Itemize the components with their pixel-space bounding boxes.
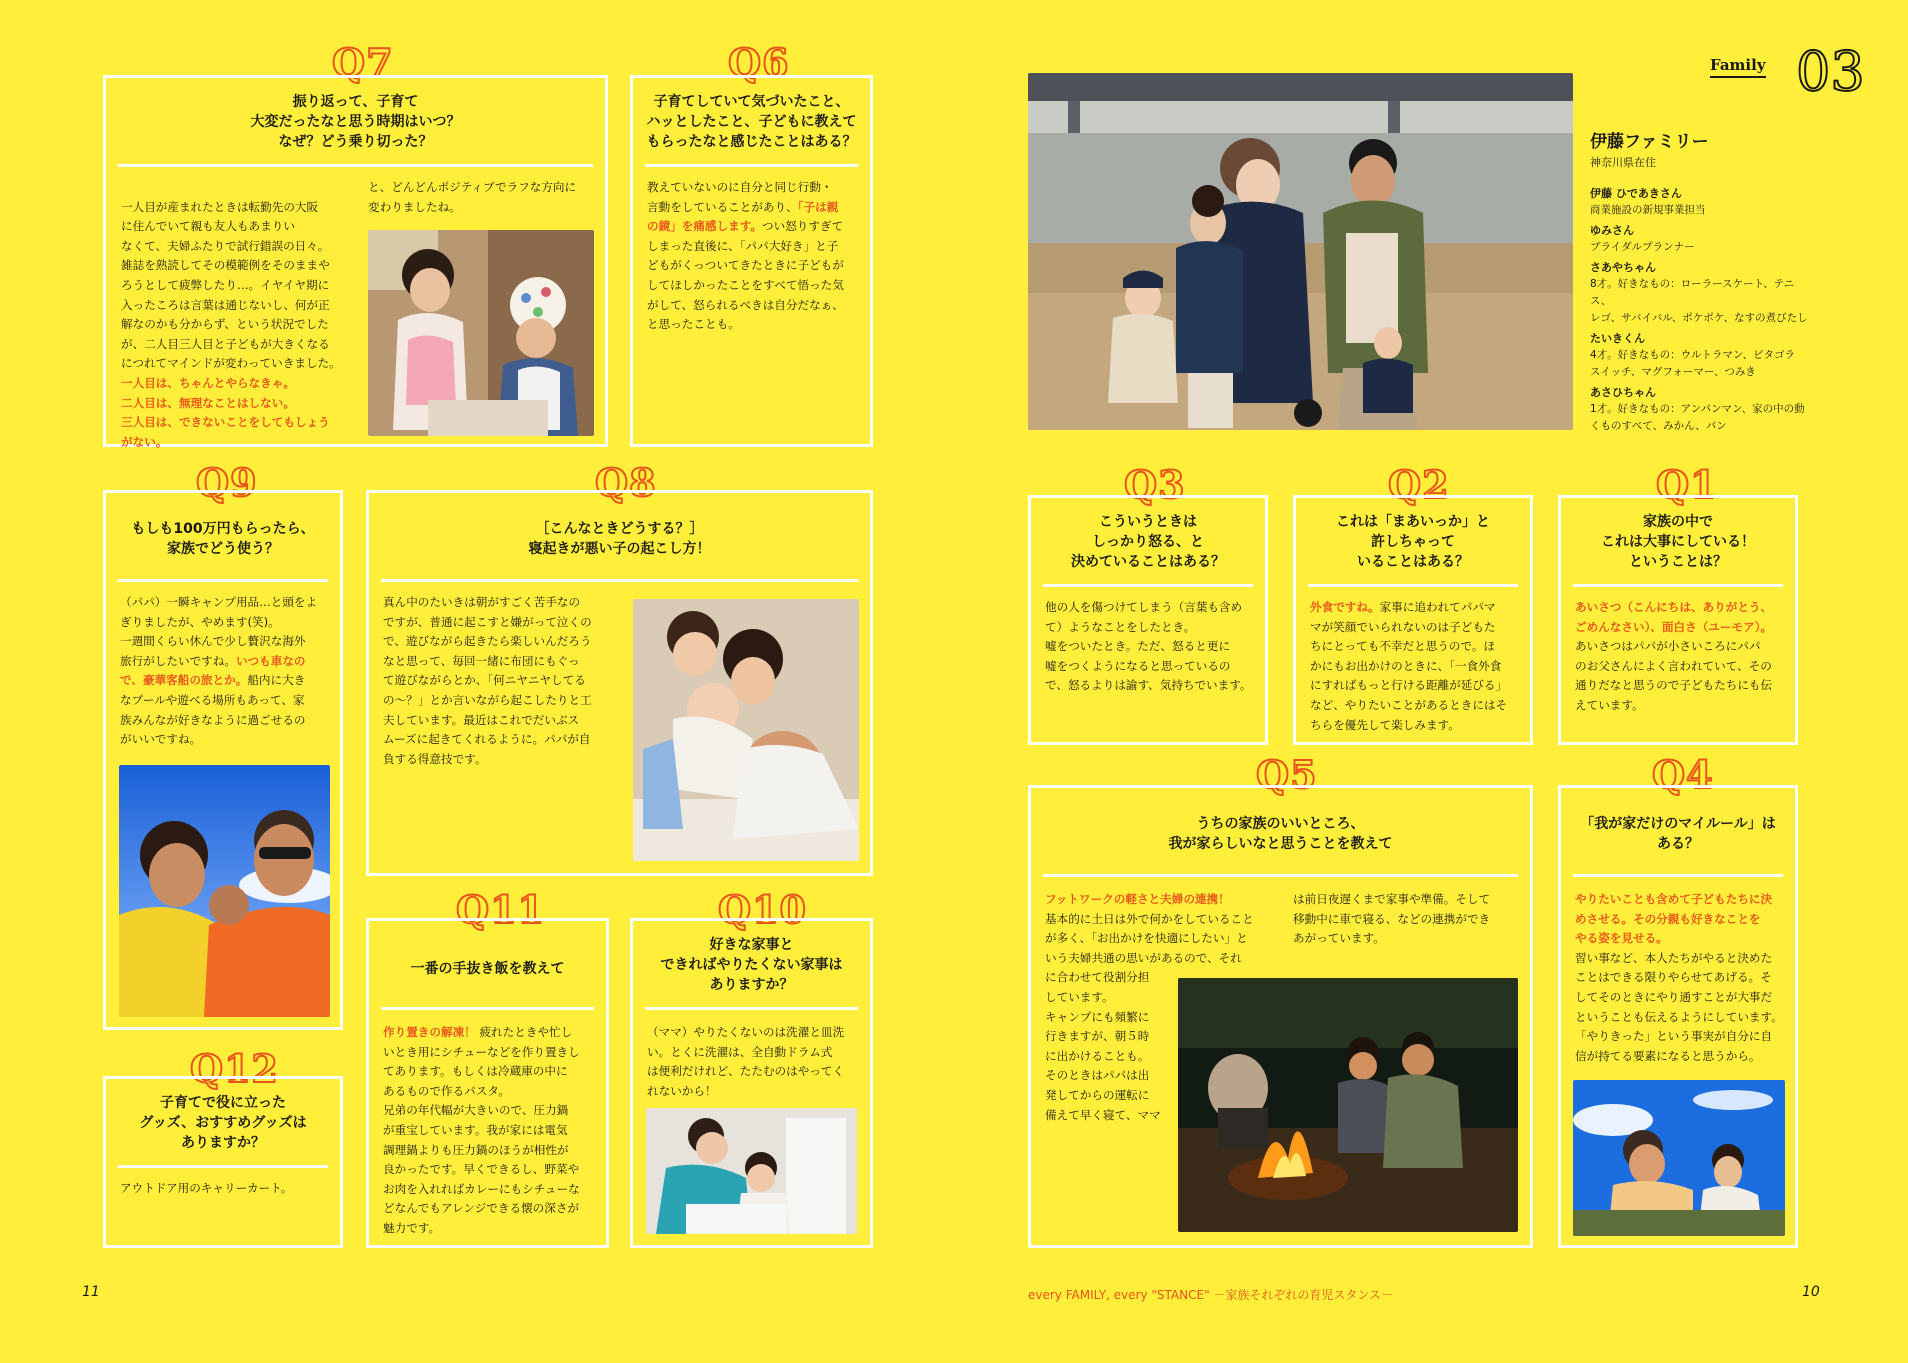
q4-label: Q4 [1652, 752, 1714, 797]
q12-title: 子育てで役に立った グッズ、おすすめグッズは ありますか？ [139, 1095, 307, 1151]
profile [1590, 130, 1810, 435]
q4-body: やりたいことも含めて子どもたちに決 めさせる。その分親も好きなことを やる姿を見せる。 習い事など、本人たちがやると決めた ことはできる限りやらせてあげる。そ してそのときにやり通すことが大事だ ということも伝えるようにしています。 「やりきった」という事実が自分に自 信が持てる要素になると思うから。 [1575, 890, 1790, 1066]
q7-box [103, 75, 608, 447]
q3-label: Q3 [1124, 462, 1186, 507]
q8-box [366, 490, 873, 876]
q9-label: Q9 [196, 460, 258, 505]
member-name: ゆみさん [1590, 224, 1634, 237]
q10-label: Q10 [718, 887, 807, 932]
q1-body: あいさつ（こんにちは、ありがとう、 ごめんなさい）、面白さ（ユーモア）。 あいさつはパパが小さいころにパパ のお父さんによく言われていて、その 通りだなと思うので子どもたちにも伝 えています。 [1575, 598, 1790, 716]
q5-box [1028, 785, 1533, 1248]
q10-title: 好きな家事と できればやりたくない家事は ありますか？ [660, 937, 843, 993]
member [1590, 331, 1810, 381]
member [1590, 260, 1810, 327]
member-detail: 4才。好きなもの：ウルトラマン、ピタゴラ スイッチ、マグフォーマー、つみき [1590, 349, 1796, 378]
left-page-number: 11 [82, 1284, 100, 1300]
divider [381, 579, 858, 582]
q6-box [630, 75, 873, 447]
q1-title: 家族の中で これは大事にしている！ ということは？ [1601, 514, 1755, 570]
photo-kids-on-dad [633, 599, 859, 861]
q5-body-2: は前日夜遅くまで家事や準備。そして 移動中に車で寝る、などの連携ができ あがっています。 [1293, 892, 1491, 946]
q6-body: 教えていないのに自分と同じ行動・ 言動をしていることがあり、「子は親 の鏡」を痛感します。つい怒りすぎて しまった直後に、「パパ大好き」と子 どもがくっついてきたときに子どもが してほしかったことをすべて悟った気 がして、怒られるべきは自分だなぁ、 と思ったことも。 [647, 180, 844, 332]
family-name: 伊藤ファミリー [1590, 132, 1709, 152]
q12-body: アウトドア用のキャリーカート。 [120, 1181, 293, 1195]
q8-label: Q8 [595, 460, 657, 505]
divider [118, 164, 593, 167]
q5-body: フットワークの軽さと夫婦の連携！ 基本的に土日は外で何かをしていること が多く、「お出かけを快適にしたい」と いう夫婦共通の思いがあるので、それ に合わせて役割分担 しています。 キャンプにも頻繁に 行きますが、朝５時 に出かけることも。 そのときはパパは出 発してからの運転に 備えて早く寝て、ママ [1045, 890, 1280, 1125]
q7-title: 振り返って、子育て 大変だったなと思う時期はいつ？ なぜ？どう乗り切った？ [250, 94, 461, 150]
q3-title: こういうときは しっかり怒る、と 決めていることはある？ [1071, 514, 1225, 570]
q7-body: 一人目が産まれたときは転勤先の大阪 に住んでいて親も友人もあまりい なくて、夫婦ふたりで試行錯誤の日々。 雑誌を熟読してその模範例をそのままや ろうとして疲弊したり…。イヤイヤ期に 入ったころは言葉は通じないし、何が正 解なのかも分からず、という状況でした が、二人目三人目と子どもが大きくなる につれてマインドが変わっていきました。 一人目は、ちゃんとやらなきゃ。 二人目は、無理なことはしない。 三人目は、できないことをしてもしょう がない。 [121, 178, 351, 472]
photo-kids-cooking [368, 230, 594, 436]
photo-campfire [1178, 978, 1518, 1232]
q6-label: Q6 [728, 40, 790, 85]
divider [1573, 874, 1783, 877]
divider [118, 1165, 328, 1168]
member-name: たいきくん [1590, 332, 1645, 345]
photo-family [1028, 73, 1573, 430]
q12-label: Q12 [190, 1046, 279, 1091]
photo-outdoor-kids [1573, 1080, 1785, 1236]
photo-laundry [646, 1108, 857, 1234]
q2-title: これは「まあいっか」と 許しちゃって いることはある？ [1336, 514, 1490, 570]
divider [1308, 584, 1518, 587]
q4-title: 「我が家だけのマイルール」は ある？ [1580, 816, 1776, 852]
issue-number: 03 [1796, 40, 1865, 103]
q10-box [630, 918, 873, 1248]
q11-label: Q11 [456, 887, 545, 932]
q9-box [103, 490, 343, 1030]
q11-highlight: 作り置きの解凍！ [383, 1025, 476, 1039]
q2-highlight: 外食ですね。 [1310, 600, 1380, 614]
q11-box [366, 918, 609, 1248]
member-name: あさひちゃん [1590, 386, 1656, 399]
member-name: さあやちゃん [1590, 261, 1656, 274]
q10-body: （ママ）やりたくないのは洗濯と皿洗 い。とくに洗濯は、全自動ドラム式 は便利だけれど、たたむのはやってく れないから！ [647, 1025, 845, 1098]
q12-box [103, 1076, 343, 1248]
q11-body: 作り置きの解凍！ 疲れたときや忙し いとき用にシチューなどを作り置きし てあります。もしくは冷蔵庫の中に あるもので作るパスタ。 兄弟の年代幅が大きいので、圧力鍋 が重宝しています。我が家には電気 調理鍋よりも圧力鍋のほうが相性が 良かったです。早くできるし、野菜や お肉を入れればカレーにもシチューな どなんでもアレンジできる懐の深さが 魅力です。 [383, 1025, 580, 1235]
member-name: 伊藤 ひであきさん [1590, 187, 1682, 200]
member-detail: 商業施設の新規事業担当 [1590, 204, 1706, 216]
q9-highlight: いつも車なの で、豪華客船の旅とか。 [120, 653, 306, 688]
member-detail: 1才。好きなもの：アンパンマン、家の中の動 くものすべて、みかん、パン [1590, 403, 1805, 432]
right-page-number: 10 [1802, 1284, 1820, 1300]
family-word: Family [1710, 56, 1766, 78]
divider [1043, 874, 1518, 877]
q3-body: 他の人を傷つけてしまう（言葉も含め て）ようなことをしたとき。 嘘をついたとき。ただ、怒ると更に 嘘をつくようになると思っているの で、怒るよりは諭す、気持ちでいます。 [1045, 600, 1252, 693]
divider [381, 1007, 594, 1010]
corner-badge [1710, 40, 1870, 104]
q5-highlight: フットワークの軽さと夫婦の連携！ [1045, 892, 1230, 906]
q2-body: 外食ですね。家事に追われてパパマ マが笑顔でいられないのは子どもた ちにとっても不幸だと思うので。ほ かにもお出かけのときに、「一食外食 にすればもっと行ける距離が延びる」 など、やりたいことがあるときにはそ ちらを優先して楽しみます。 [1310, 600, 1508, 732]
photo-boat-selfie [119, 765, 330, 1017]
q7-highlight: 一人目は、ちゃんとやらなきゃ。 二人目は、無理なことはしない。 三人目は、できないことをしてもしょう がない。 [121, 375, 330, 449]
q4-highlight: やりたいことも含めて子どもたちに決 めさせる。その分親も好きなことを やる姿を見せる。 [1575, 892, 1773, 946]
q9-body: （パパ）一瞬キャンプ用品…と頭をよ ぎりましたが、やめます(笑)。 一週間くらい休んで少し贅沢な海外 旅行がしたいですね。いつも車なの で、豪華客船の旅とか。船内に大き なプールや遊べる場所もあって、家 族みんなが好きなように過ごせるの がいいですね。 [120, 595, 318, 747]
q1-label: Q1 [1656, 462, 1718, 507]
member-detail: ブライダルプランナー [1590, 241, 1695, 253]
residence: 神奈川県在住 [1590, 156, 1656, 169]
divider [1043, 584, 1253, 587]
member [1590, 223, 1810, 256]
q6-title: 子育てしていて気づいたこと、 ハッとしたこと、子どもに教えて もらったなと感じたことはある？ [646, 94, 857, 150]
q9-title: もしも100万円もらったら、 家族でどう使う？ [131, 521, 315, 557]
q8-body: 真ん中のたいきは朝がすごく苦手なの ですが、普通に起こすと嫌がって泣くの で、遊びながら起きたら楽しいんだろう なと思って、毎回一緒に布団にもぐっ て遊びながらとか、「何ニヤニヤしてる の〜？」とか言いながら起こしたりと工 夫しています。最近はこれでだいぶス ムーズに起きてくれるように。パパが自 負する得意技です。 [383, 595, 592, 766]
q1-box [1558, 495, 1798, 745]
member-detail: 8才。好きなもの：ローラースケート、テニス、 レゴ、サバイバル、ポケポケ、なすの煮びたし [1590, 278, 1808, 324]
divider [645, 164, 858, 167]
member [1590, 385, 1810, 435]
q5-label: Q5 [1256, 752, 1318, 797]
member [1590, 186, 1810, 219]
footer-tagline: every FAMILY, every "STANCE" －家族それぞれの育児スタンス－ [1028, 1288, 1394, 1302]
q8-title: ［こんなときどうする？］ 寝起きが悪い子の起こし方！ [528, 521, 711, 557]
q7-body-2: と、どんどんポジティブでラフな方向に 変わりましたね。 [368, 180, 577, 214]
q2-label: Q2 [1388, 462, 1450, 507]
q7-label: Q7 [332, 40, 394, 85]
divider [645, 1007, 858, 1010]
q3-box [1028, 495, 1268, 745]
q6-highlight: 「子は親 の鏡」を痛感します。 [647, 199, 839, 234]
q4-box [1558, 785, 1798, 1248]
divider [118, 579, 328, 582]
divider [1573, 584, 1783, 587]
q11-title: 一番の手抜き飯を教えて [410, 961, 565, 977]
q5-title: うちの家族のいいところ、 我が家らしいなと思うことを教えて [1168, 816, 1393, 852]
q2-box [1293, 495, 1533, 745]
q1-highlight: あいさつ（こんにちは、ありがとう、 ごめんなさい）、面白さ（ユーモア）。 [1575, 600, 1773, 634]
